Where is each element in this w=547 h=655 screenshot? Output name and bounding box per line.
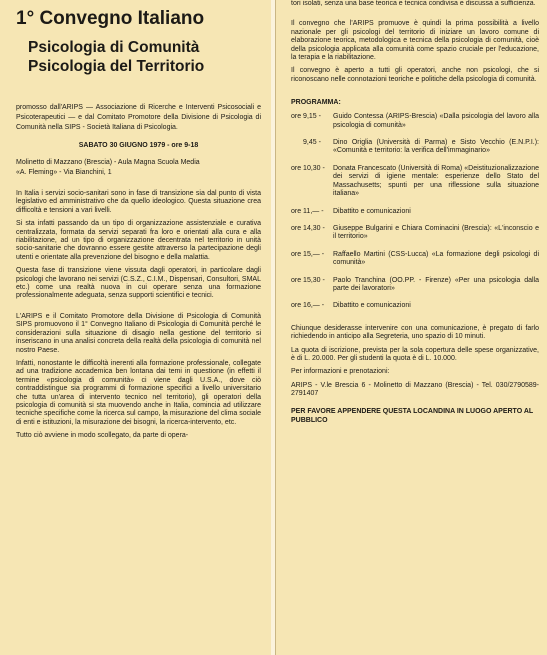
program-time: ore 15,30 - [291, 276, 325, 284]
program-time: 9,45 - [303, 139, 321, 147]
left-page [0, 0, 271, 655]
body-paragraph: Il convegno è aperto a tutti gli operatori, anche non psicologi, che si riconoscano nelle connotazioni teoriche e politiche della psicologia di comunità. [291, 67, 539, 83]
body-paragraph: Il convegno che l'ARIPS promuove è quindi la prima possibilità a livello nazionale per gli psicologi del territorio di iniziare un lavoro comune di elaborazione teorica, metodologica e tecnica della psicologia di comunità, cioè della psicologia applicata alla comunità come spazio cruciale per l'educazione, la terapia e la riabilitazione. [291, 20, 539, 62]
closing-paragraph: La quota di iscrizione, prevista per la sola copertura delle spese organizzative, è di L. 20.000. Per gli studenti la quota è di L. 10.000. [291, 346, 539, 362]
program-item [291, 251, 539, 268]
venue-line: Molinetto di Mazzano (Brescia) - Aula Magna Scuola Media [16, 159, 200, 166]
closing-paragraph: Per informazioni e prenotazioni: [291, 368, 390, 376]
program-item [291, 165, 539, 199]
right-page [275, 0, 547, 655]
program-item [291, 302, 539, 310]
program-item [291, 277, 539, 294]
body-paragraph: Infatti, nonostante le difficoltà inerenti alla formazione professionale, collegate ad una tradizione accademica ben lontana dai temi in questione (in effetti il termine «psicologia di comunità» ci viene dagli U.S.A., dove ciò contraddistingue sia programmi di formazione specifici a livello universitario che tutta un'area di intervento tecnico nel territorio), gli operatori della psicologia di comunità si sta muovendo anche in Italia, comincia ad utilizzare tecniche specifiche come la ricerca sul campo, la misurazione del clima sociale di enti e istituzioni, la misurazione dei bisogni, la ricerca-intervento, etc. [16, 359, 261, 426]
program-time: ore 9,15 - [291, 113, 321, 121]
program-time: ore 14,30 - [291, 224, 325, 232]
program-description: Guido Contessa (ARIPS-Brescia) «Dalla psicologia del lavoro alla psicologia di comunità» [333, 113, 539, 129]
program-description: Donata Francescato (Università di Roma) «Deistituzionalizzazione dei servizi di igiene mentale: esperienze dello Stato del Massachusetts; spunti per una riflessione sulla situazione italiana» [333, 164, 539, 198]
program-description: Dino Origlia (Università di Parma) e Sisto Vecchio (E.N.P.I.): «Comunità e territorio: la verifica dell'immaginario» [333, 139, 539, 155]
program-item [291, 225, 539, 242]
program-description: Dibattito e comunicazioni [333, 207, 411, 215]
page-subtitle-line-1: Psicologia di Comunità [28, 39, 200, 56]
page-subtitle-line-2: Psicologia del Territorio [28, 58, 205, 75]
program-time: ore 15,— - [291, 250, 325, 258]
program-time: ore 10,30 - [291, 164, 325, 172]
venue-line: «A. Fleming» - Via Bianchini, 1 [16, 169, 112, 176]
body-paragraph: L'ARIPS e il Comitato Promotore della Divisione di Psicologia di Comunità SIPS promuovono il 1° Convegno Italiano di Psicologia di Comunità perché le considerazioni sulla situazione di disagio nella gestione del territorio si inseriscano in una analisi concreta della realtà della psicologia di comunità nel nostro Paese. [16, 312, 261, 354]
program-description: Dibattito e comunicazioni [333, 302, 411, 310]
event-date: SABATO 30 GIUGNO 1979 - ore 9-18 [78, 142, 199, 149]
closing-paragraph: Chiunque desiderasse intervenire con una comunicazione, è pregato di farlo richiedendo in anticipo alla Segreteria, uno spazio di 10 minuti. [291, 324, 539, 341]
body-paragraph: Questa fase di transizione viene vissuta dagli operatori, in particolare dagli psicologi che lavorano nei servizi (C.S.Z., C.I.M., Dispensari, Consultori, SMAL etc.) come una realtà nuova in cui operare senza una formazione professionalmente adeguata, senza supporti scientifici e tecnici. [16, 267, 261, 300]
posting-notice: PER FAVORE APPENDERE QUESTA LOCANDINA IN LUOGO APERTO AL PUBBLICO [291, 407, 534, 424]
page-title: 1° Convegno Italiano [16, 8, 205, 29]
program-description: Raffaello Martini (CSS-Lucca) «La formazione degli psicologi di comunità» [333, 250, 539, 267]
contact-info: ARIPS - V.le Brescia 6 - Molinetto di Mazzano (Brescia) - Tel. 030/2790589-2791407 [291, 381, 539, 398]
program-list [291, 113, 539, 311]
program-description: Paolo Tranchina (OO.PP. - Firenze) «Per una psicologia dalla parte dei lavoratori» [333, 276, 539, 292]
program-item [291, 113, 539, 130]
program-time: ore 11,— - [291, 207, 324, 215]
continued-text: tori isolati, senza una base teorica e tecnica condivisa e discussa a sufficienza. [291, 0, 536, 7]
event-venue [16, 158, 261, 178]
body-paragraph: Si sta infatti passando da un tipo di organizzazione assistenziale e curativa centralizzata, formata da servizi separati fra loro e orientati alla cura e alla riabilitazione, ad un tipo di organizzazione decentrata nel territorio in unità socio-sanitarie che dovranno essere gestite attraverso la partecipazione degli utenti e orientate alla prevenzione del bisogno e della malattia. [16, 220, 261, 261]
program-item [291, 208, 539, 216]
body-paragraph: Tutto ciò avviene in modo scollegato, da parte di opera- [16, 432, 189, 440]
program-heading: PROGRAMMA: [291, 99, 341, 107]
program-time: ore 16,— - [291, 302, 325, 310]
promoters-text: promosso dall'ARIPS — Associazione di Ricerche e Interventi Psicosociali e Psicoterapeutici — e dal Comitato Promotore della Divisione di Psicologia di Comunità nella SIPS - Società Italiana di Psicologia. [16, 104, 261, 131]
program-description: Giuseppe Bulgarini e Chiara Cominacini (Brescia): «L'inconscio e il territorio» [333, 224, 539, 241]
body-paragraph: In Italia i servizi socio-sanitari sono in fase di transizione sia dal punto di vista legislativo ed amministrativo che da quello ideologico. Questa situazione crea difficoltà e tensioni a vari livelli. [16, 190, 261, 214]
program-item [291, 139, 539, 156]
